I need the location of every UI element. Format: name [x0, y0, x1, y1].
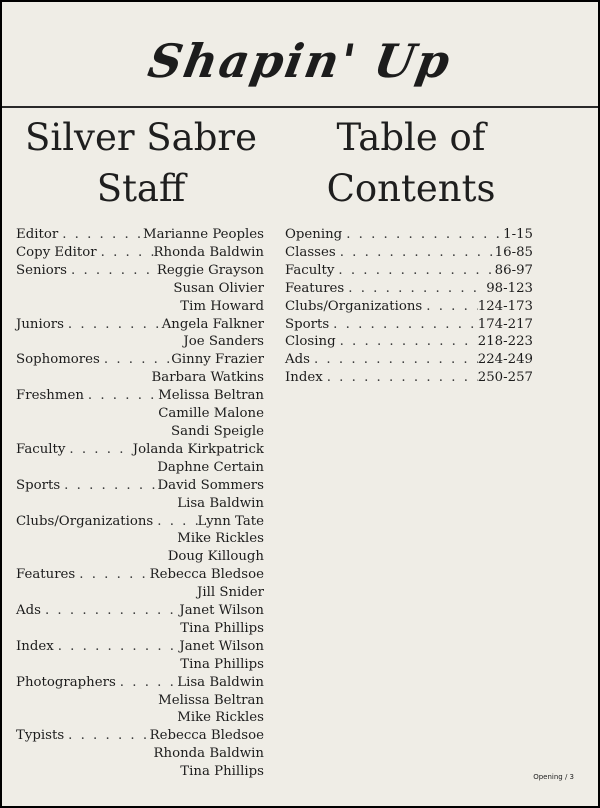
- toc-pages: 218-223: [477, 334, 533, 350]
- staff-name: Sandi Speigle: [171, 423, 264, 439]
- staff-row: [16, 316, 264, 334]
- staff-list: [16, 226, 264, 781]
- staff-role: Clubs/Organizations: [16, 513, 154, 529]
- dot-leader: [344, 280, 486, 298]
- toc-row: [285, 351, 533, 369]
- toc-row: [285, 333, 533, 351]
- toc-pages: 1-15: [503, 227, 533, 242]
- staff-name: Janet Wilson: [179, 603, 264, 619]
- staff-name: David Sommers: [157, 477, 264, 493]
- dot-leader: [41, 602, 179, 620]
- staff-name: Tina Phillips: [180, 656, 264, 672]
- staff-role: Ads: [16, 603, 41, 619]
- toc-pages: 174-217: [477, 316, 533, 332]
- staff-name: Marianne Peoples: [143, 227, 264, 242]
- staff-row: [16, 226, 264, 244]
- toc-section: Faculty: [285, 262, 335, 278]
- page-number: Opening / 3: [533, 773, 574, 781]
- staff-row: [16, 477, 264, 495]
- page-title: Shapin' Up: [144, 34, 456, 88]
- dot-leader: [67, 262, 157, 280]
- dot-leader: [336, 333, 478, 351]
- staff-name: Daphne Certain: [157, 459, 264, 475]
- staff-name: Jolanda Kirkpatrick: [132, 441, 264, 457]
- dot-leader: [329, 316, 478, 334]
- dot-leader: [342, 226, 503, 244]
- staff-name: Melissa Beltran: [158, 692, 264, 708]
- staff-row: [16, 351, 264, 369]
- staff-name: Rhonda Baldwin: [153, 746, 264, 762]
- staff-heading-line2: Staff: [96, 167, 186, 210]
- toc-heading-line2: Contents: [326, 167, 496, 210]
- dot-leader: [84, 387, 158, 405]
- toc-row: [285, 244, 533, 262]
- staff-name: Melissa Beltran: [158, 388, 264, 404]
- toc-section: Sports: [285, 316, 330, 332]
- staff-role: Typists: [16, 728, 65, 744]
- staff-name: Camille Malone: [158, 406, 264, 422]
- staff-name: Reggie Grayson: [156, 262, 264, 278]
- toc-row: [285, 369, 533, 387]
- staff-role: Sports: [16, 477, 61, 493]
- staff-role: Index: [16, 638, 54, 654]
- staff-row: [16, 727, 264, 745]
- title-divider: [2, 106, 598, 108]
- staff-role: Copy Editor: [16, 244, 97, 260]
- staff-name: Tim Howard: [180, 298, 264, 314]
- dot-leader: [336, 244, 495, 262]
- dot-leader: [422, 298, 477, 316]
- staff-name: Doug Killough: [167, 549, 264, 565]
- staff-row: [16, 674, 264, 692]
- toc-section: Ads: [285, 352, 310, 368]
- staff-role: Editor: [16, 227, 59, 242]
- toc-section: Classes: [285, 244, 336, 260]
- staff-role: Seniors: [16, 262, 67, 278]
- staff-row: [16, 513, 264, 531]
- staff-row: [16, 244, 264, 262]
- toc-row: [285, 226, 533, 244]
- dot-leader: [64, 316, 162, 334]
- staff-name: Lisa Baldwin: [177, 495, 264, 511]
- staff-role: Photographers: [16, 674, 116, 690]
- toc-row: [285, 262, 533, 280]
- staff-heading: [10, 112, 272, 214]
- toc-section: Features: [285, 280, 345, 296]
- dot-leader: [54, 638, 180, 656]
- dot-leader: [100, 351, 171, 369]
- staff-row: [16, 262, 264, 280]
- staff-name: Lisa Baldwin: [177, 674, 264, 690]
- dot-leader: [65, 441, 132, 459]
- toc-row: [285, 298, 533, 316]
- toc-pages: 224-249: [477, 352, 533, 368]
- staff-name: Ginny Frazier: [171, 352, 264, 368]
- staff-name: Rebecca Bledsoe: [149, 728, 264, 744]
- toc-section: Closing: [285, 334, 336, 350]
- dot-leader: [58, 226, 143, 244]
- toc-row: [285, 316, 533, 334]
- toc-pages: 98-123: [486, 280, 533, 296]
- toc-row: [285, 280, 533, 298]
- staff-role: Juniors: [16, 316, 64, 332]
- dot-leader: [64, 727, 149, 745]
- toc-section: Clubs/Organizations: [285, 298, 423, 314]
- dot-leader: [334, 262, 494, 280]
- staff-name: Angela Falkner: [161, 316, 264, 332]
- table-of-contents: [285, 226, 533, 387]
- staff-row: [16, 387, 264, 405]
- staff-role: Faculty: [16, 441, 66, 457]
- staff-row: [16, 441, 264, 459]
- staff-name: Tina Phillips: [180, 764, 264, 780]
- toc-pages: 250-257: [477, 370, 533, 386]
- staff-row: [16, 602, 264, 620]
- staff-name: Rhonda Baldwin: [153, 244, 264, 260]
- staff-name: Joe Sanders: [183, 334, 264, 350]
- staff-name: Janet Wilson: [179, 638, 264, 654]
- toc-heading: [286, 112, 536, 214]
- staff-name: Mike Rickles: [177, 710, 264, 726]
- toc-pages: 86-97: [494, 262, 533, 278]
- dot-leader: [323, 369, 478, 387]
- dot-leader: [310, 351, 478, 369]
- staff-row: [16, 566, 264, 584]
- dot-leader: [75, 566, 149, 584]
- toc-section: Index: [285, 370, 323, 386]
- toc-pages: 124-173: [477, 298, 533, 314]
- toc-section: Opening: [285, 227, 343, 242]
- staff-name: Jill Snider: [197, 585, 264, 601]
- staff-name: Susan Olivier: [173, 280, 264, 296]
- staff-role: Freshmen: [16, 388, 84, 404]
- staff-name: Lynn Tate: [197, 513, 264, 529]
- staff-name: Tina Phillips: [180, 620, 264, 636]
- dot-leader: [97, 244, 154, 262]
- staff-role: Sophomores: [16, 352, 100, 368]
- toc-heading-line1: Table of: [336, 116, 486, 159]
- dot-leader: [116, 674, 177, 692]
- dot-leader: [153, 513, 197, 531]
- toc-pages: 16-85: [494, 244, 533, 260]
- dot-leader: [60, 477, 157, 495]
- staff-name: Barbara Watkins: [151, 370, 264, 386]
- staff-heading-line1: Silver Sabre: [25, 116, 257, 159]
- staff-row: [16, 638, 264, 656]
- staff-name: Rebecca Bledsoe: [149, 567, 264, 583]
- staff-name: Mike Rickles: [177, 531, 264, 547]
- staff-role: Features: [16, 567, 76, 583]
